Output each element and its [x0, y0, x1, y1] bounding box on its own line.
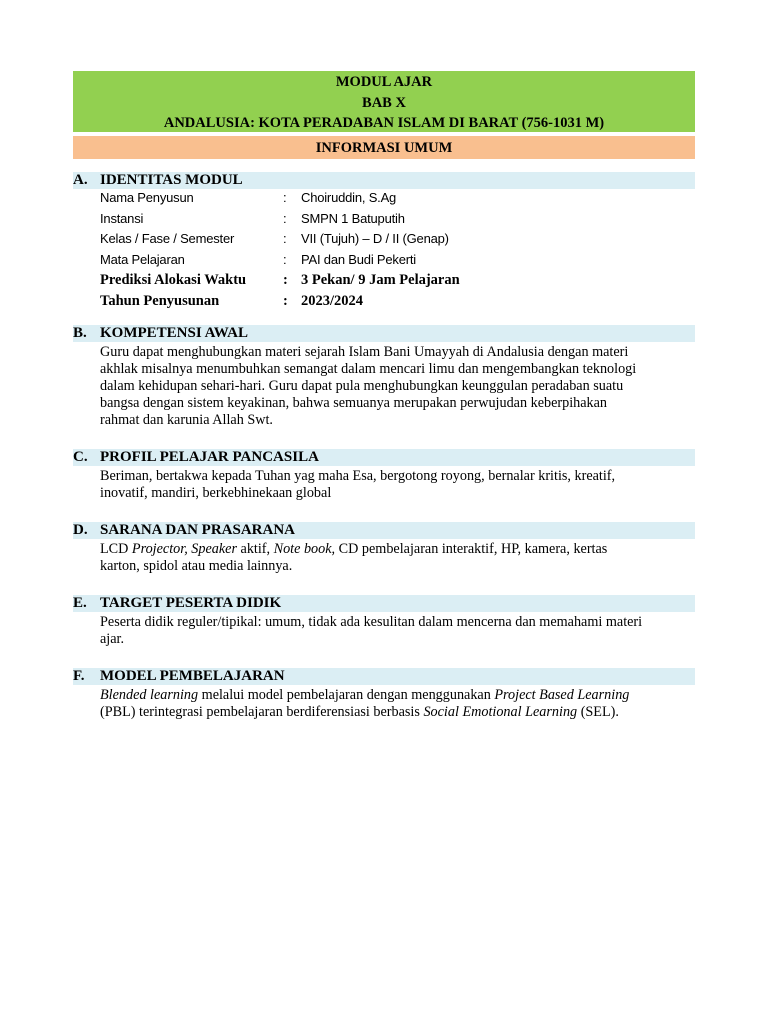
identity-colon: :: [283, 190, 287, 205]
identity-key: Tahun Penyusunan: [100, 292, 220, 309]
section-title: MODEL PEMBELAJARAN: [100, 668, 285, 684]
text-run-italic: Blended learning: [100, 687, 199, 703]
identity-row: [73, 293, 695, 314]
text-run-italic: Social Emotional Learning: [423, 704, 578, 720]
identity-colon: :: [283, 292, 288, 309]
identity-row: [73, 272, 695, 293]
text-run: CD pembelajaran interaktif, HP, kamera, kertas: [335, 541, 608, 557]
text-run: (SEL).: [577, 704, 619, 720]
identity-colon: :: [283, 251, 287, 267]
text-run: (PBL) terintegrasi pembelajaran berdiferensiasi berbasis: [100, 704, 424, 720]
identity-row: [73, 252, 695, 273]
paragraph-line: akhlak misalnya menumbuhkan semangat dalam mencari limu dan mengembangkan teknologi: [100, 361, 637, 377]
paragraph-line: Beriman, bertakwa kepada Tuhan yag maha Esa, bergotong royong, bernalar kritis, kreatif,: [100, 468, 616, 484]
identity-colon: :: [283, 210, 287, 226]
section-b-body: [100, 342, 695, 429]
identity-key: Nama Penyusun: [100, 190, 194, 205]
identity-value: SMPN 1 Batuputih: [301, 210, 405, 226]
paragraph-line: karton, spidol atau media lainnya.: [100, 558, 293, 574]
section-b-heading: [73, 325, 695, 342]
title-line-2: BAB X: [362, 94, 406, 111]
identity-row: [73, 211, 695, 232]
title-line-1: MODUL AJAR: [335, 74, 433, 90]
section-f-heading: [73, 668, 695, 685]
section-e-heading: [73, 595, 695, 612]
text-run: LCD: [100, 541, 132, 557]
paragraph-line: [100, 541, 695, 558]
paragraph-line: Peserta didik reguler/tipikal: umum, tidak ada kesulitan dalam mencerna dan memahami materi: [100, 614, 643, 630]
identity-key: Mata Pelajaran: [100, 251, 185, 267]
paragraph-line: dalam kehidupan sehari-hari. Guru dapat pula menghubungkan keunggulan peradaban suatu: [100, 378, 624, 394]
identity-colon: :: [283, 272, 288, 288]
identity-table: [73, 189, 695, 313]
section-title: KOMPETENSI AWAL: [100, 325, 248, 341]
title-banner: [73, 71, 695, 132]
text-run-italic: Note book,: [273, 541, 336, 557]
section-d-heading: [73, 522, 695, 539]
section-letter: C.: [73, 449, 88, 465]
identity-row: [73, 231, 695, 252]
identity-colon: :: [283, 231, 287, 246]
paragraph-line: Guru dapat menghubungkan materi sejarah Islam Bani Umayyah di Andalusia dengan materi: [100, 344, 629, 360]
text-run: melalui model pembelajaran dengan menggunakan: [198, 687, 495, 703]
identity-value: Choiruddin, S.Ag: [301, 190, 397, 205]
paragraph-line: inovatif, mandiri, berkebhinekaan global: [100, 485, 332, 501]
section-title: PROFIL PELAJAR PANCASILA: [100, 449, 319, 465]
section-d-body: [100, 539, 695, 575]
identity-value: 2023/2024: [301, 292, 364, 309]
identity-key: Instansi: [100, 210, 144, 226]
section-letter: B.: [73, 325, 87, 341]
section-letter: D.: [73, 522, 88, 538]
document-page: [73, 71, 695, 721]
text-run: aktif,: [236, 541, 274, 557]
section-letter: A.: [73, 172, 88, 188]
info-banner: INFORMASI UMUM: [73, 136, 695, 159]
identity-key: Kelas / Fase / Semester: [100, 231, 235, 246]
section-title: TARGET PESERTA DIDIK: [100, 595, 282, 611]
paragraph-line: ajar.: [100, 631, 125, 647]
paragraph-line: bangsa dengan sistem keyakinan, bahwa semuanya merupakan perwujudan keberpihakan: [100, 395, 608, 411]
section-c-heading: [73, 449, 695, 466]
title-line-3: ANDALUSIA: KOTA PERADABAN ISLAM DI BARAT (756-1031 M): [163, 115, 605, 131]
section-a-heading: [73, 172, 695, 189]
paragraph-line: [100, 704, 695, 721]
section-letter: E.: [73, 595, 87, 611]
text-run-italic: Project Based Learning: [494, 687, 630, 703]
paragraph-line: [100, 687, 695, 704]
text-run-italic: Projector, Speaker: [131, 541, 237, 557]
identity-value: VII (Tujuh) – D / II (Genap): [301, 231, 449, 246]
identity-value: 3 Pekan/ 9 Jam Pelajaran: [301, 272, 460, 288]
paragraph-line: rahmat dan karunia Allah Swt.: [100, 412, 273, 428]
section-letter: F.: [73, 668, 85, 684]
identity-key: Prediksi Alokasi Waktu: [100, 272, 247, 288]
section-c-body: [100, 466, 695, 502]
section-f-body: [100, 685, 695, 721]
section-title: SARANA DAN PRASARANA: [100, 522, 296, 538]
section-e-body: [100, 612, 695, 648]
section-title: IDENTITAS MODUL: [100, 172, 243, 188]
identity-value: PAI dan Budi Pekerti: [301, 251, 416, 267]
identity-row: [73, 190, 695, 211]
